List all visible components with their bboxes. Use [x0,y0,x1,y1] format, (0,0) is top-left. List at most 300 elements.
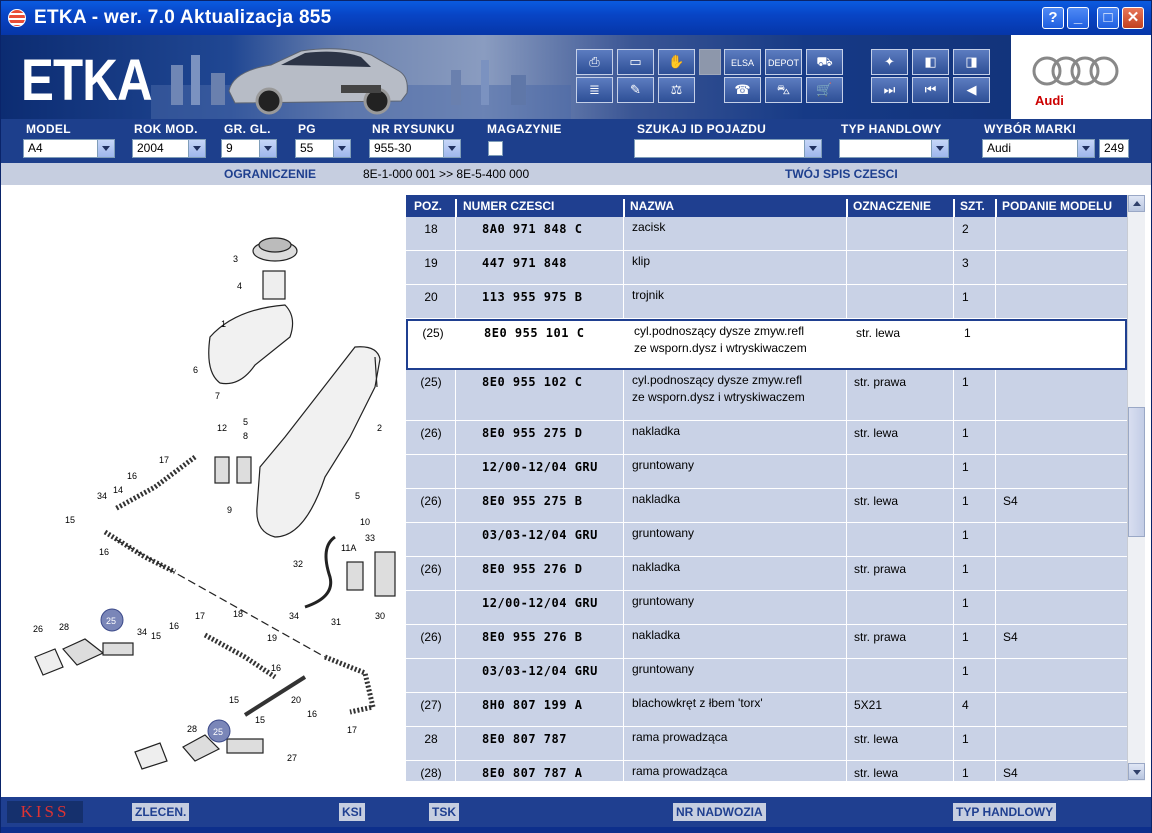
audi-logo [1011,35,1151,119]
column-divider [953,557,954,590]
diagram-label[interactable]: 34 [137,627,148,637]
cell-szt: 1 [964,326,971,340]
diagram-label[interactable]: 7 [215,391,221,401]
cell-name: nakladka [632,492,681,506]
page-forward-icon[interactable]: ◨ [953,49,990,75]
column-divider [455,591,456,624]
diagram-label[interactable]: 18 [233,609,244,619]
column-divider [623,285,624,318]
cell-num: 03/03-12/04 GRU [482,664,598,678]
column-divider [455,625,456,658]
column-divider [623,693,624,726]
column-divider [995,455,996,488]
column-divider [455,421,456,454]
table-row[interactable] [406,523,1127,557]
diagram-label[interactable]: 26 [33,624,44,634]
diagram-label[interactable]: 25 [213,727,224,737]
cell-ozn: str. lewa [854,732,899,746]
column-divider [846,659,847,692]
diagram-label[interactable]: 34 [289,611,300,621]
column-divider [455,285,456,318]
column-divider [995,251,996,284]
diagram-label[interactable]: 5 [243,417,249,427]
table-row[interactable] [406,727,1127,761]
back-icon[interactable]: ◀ [953,77,990,103]
cell-name: nakladka [632,560,681,574]
column-divider [953,659,954,692]
column-divider [953,421,954,454]
cell-num: 447 971 848 [482,256,567,270]
column-divider [455,370,456,420]
cell-szt: 1 [962,460,969,474]
scroll-up-icon[interactable] [1128,195,1145,212]
cell-num: 8E0 955 276 D [482,562,583,576]
column-divider [995,421,996,454]
chevron-down-icon[interactable] [931,140,948,157]
scroll-thumb[interactable] [1128,407,1145,537]
column-divider [846,557,847,590]
cell-num: 8A0 971 848 C [482,222,583,236]
scroll-down-icon[interactable] [1128,763,1145,780]
table-row[interactable] [406,370,1127,421]
column-divider [995,727,996,760]
column-divider [846,625,847,658]
diagram-label[interactable]: 16 [271,663,282,673]
typ-handlowy-label: TYP HANDLOWY [841,122,942,136]
tsk-button[interactable]: TSK [429,803,459,821]
column-divider [846,455,847,488]
diagram-label[interactable]: 31 [331,617,342,627]
cell-name: nakladka [632,424,681,438]
column-divider [846,693,847,726]
cell-szt: 3 [962,256,969,270]
cell-ozn: str. prawa [854,562,907,576]
column-divider [455,727,456,760]
col-poz[interactable]: POZ. [414,199,443,213]
cell-name: gruntowany [632,662,695,676]
column-divider [995,659,996,692]
cell-szt: 1 [962,630,969,644]
filter-bar [1,119,1151,163]
diagram-label[interactable]: 12 [217,423,228,433]
cell-szt: 1 [962,596,969,610]
cell-name: gruntowany [632,594,695,608]
column-divider [953,489,954,522]
model-label: MODEL [26,122,71,136]
diagram-label[interactable]: 17 [195,611,206,621]
table-row[interactable] [406,285,1127,319]
diagram-label[interactable]: 32 [293,559,304,569]
cell-poz: (26) [420,426,442,440]
diagram-label[interactable]: 17 [347,725,358,735]
rok-mod-value: 2004 [137,141,164,155]
diagram-label[interactable]: 2 [377,423,383,433]
diagram-label[interactable]: 4 [237,281,243,291]
cell-name: gruntowany [632,458,695,472]
maximize-button[interactable]: □ [1097,7,1119,29]
typ-handlowy-select[interactable] [839,139,949,158]
column-divider [455,251,456,284]
own-parts-list-link[interactable]: TWÓJ SPIS CZESCI [785,167,898,181]
cell-num: 8E0 807 787 [482,732,567,746]
col-podanie[interactable]: PODANIE MODELU [1002,199,1113,213]
restriction-value: 8E-1-000 001 >> 8E-5-400 000 [363,167,530,181]
cell-num: 8E0 955 275 B [482,494,583,508]
cell-pod: S4 [1003,494,1018,508]
cell-poz: (26) [420,630,442,644]
cell-ozn: 5X21 [854,698,883,712]
column-divider [995,761,996,781]
diagram-label[interactable]: 27 [287,753,298,763]
column-divider [455,761,456,781]
model-value: A4 [28,141,43,155]
column-divider [995,370,996,420]
cell-num: 8E0 955 101 C [484,326,585,340]
szukaj-id-select[interactable] [634,139,822,158]
cell-ozn: str. lewa [854,766,899,780]
nr-rysunku-value: 955-30 [374,141,412,155]
column-divider [953,370,954,420]
cell-num: 8E0 807 787 A [482,766,583,780]
depot-button[interactable] [765,49,802,75]
cell-szt: 1 [962,290,969,304]
cell-poz: (26) [420,562,442,576]
column-divider [623,251,624,284]
pencil-icon[interactable]: ✎ [617,77,654,103]
column-divider [846,489,847,522]
column-divider [995,217,996,250]
pg-label: PG [298,122,316,136]
cell-name: klip [632,254,651,268]
szukaj-id-label: SZUKAJ ID POJAZDU [637,122,767,136]
column-divider [846,523,847,556]
column-divider [846,421,847,454]
cell-name: rama prowadząca [632,764,728,778]
diagram-label[interactable]: 34 [97,491,108,501]
column-divider [457,321,458,368]
col-szt[interactable]: SZT. [960,199,985,213]
nr-nadwozia-button[interactable]: NR NADWOZIA [673,803,766,821]
cell-poz: 18 [424,222,438,236]
parts-table [406,195,1127,781]
cell-szt: 1 [962,766,969,780]
cart-icon[interactable]: ⛟ [806,49,843,75]
depot-label: DEPOT [767,58,799,68]
table-header [406,195,1127,217]
cell-poz: 28 [424,732,438,746]
cell-num: 12/00-12/04 GRU [482,460,598,474]
diagram-label[interactable]: 1 [221,319,227,329]
diagram-label[interactable]: 15 [229,695,240,705]
car-image [221,41,411,117]
restriction-label[interactable]: OGRANICZENIE [224,167,317,181]
column-divider [846,217,847,250]
column-divider [995,693,996,726]
cell-num: 113 955 975 B [482,290,583,304]
column-divider [846,251,847,284]
elsa-button[interactable] [724,49,761,75]
magazynie-checkbox[interactable] [488,141,503,156]
column-divider [953,523,954,556]
column-divider [846,285,847,318]
column-divider [995,523,996,556]
chevron-down-icon[interactable] [1077,140,1094,157]
banner [1,35,1151,119]
column-divider [995,591,996,624]
cell-poz: (28) [420,766,442,780]
cell-poz: 19 [424,256,438,270]
column-divider [623,557,624,590]
diagram-label[interactable]: 5 [355,491,361,501]
cell-name: cyl.podnoszący dysze zmyw.refl ze wsporn.dysz i wtryskiwaczem [632,373,805,404]
cell-num: 03/03-12/04 GRU [482,528,598,542]
title-bar [1,1,1151,35]
cell-ozn: str. prawa [854,630,907,644]
cell-szt: 2 [962,222,969,236]
cell-poz: (26) [420,494,442,508]
nr-rysunku-select[interactable] [369,139,461,158]
cell-szt: 4 [962,698,969,712]
parts-diagram[interactable] [5,187,405,783]
diagram-label[interactable]: 8 [243,431,249,441]
diagram-label[interactable]: 15 [255,715,266,725]
column-divider [623,659,624,692]
column-divider [623,625,624,658]
column-divider [995,489,996,522]
cell-name: cyl.podnoszący dysze zmyw.refl ze wsporn.dysz i wtryskiwaczem [634,324,807,355]
skip-end-icon[interactable]: ⏭ [871,77,908,103]
table-row[interactable] [406,659,1127,693]
blank-icon [699,49,721,75]
column-divider [623,591,624,624]
column-divider [623,370,624,420]
cell-szt: 1 [962,664,969,678]
brand-count: 249 [1099,139,1129,158]
column-divider [953,285,954,318]
col-numer[interactable]: NUMER CZESCI [463,199,555,213]
cell-name: trojnik [632,288,665,302]
cell-name: gruntowany [632,526,695,540]
model-select[interactable] [23,139,115,158]
column-divider [623,727,624,760]
phone-icon[interactable]: ☎ [724,77,761,103]
cell-poz: (25) [420,375,442,389]
table-row[interactable] [406,693,1127,727]
rok-mod-label: ROK MOD. [134,122,198,136]
diagram-label[interactable]: 20 [291,695,302,705]
diagram-label[interactable]: 16 [169,621,180,631]
pg-value: 55 [300,141,314,155]
rok-mod-select[interactable] [132,139,206,158]
column-divider [623,761,624,781]
typ-handlowy-button[interactable]: TYP HANDLOWY [953,803,1056,821]
cell-szt: 1 [962,732,969,746]
column-divider [455,693,456,726]
page-back-icon[interactable]: ◧ [912,49,949,75]
col-nazwa[interactable]: NAZWA [630,199,674,213]
screen-icon[interactable]: ▭ [617,49,654,75]
column-divider [623,421,624,454]
column-divider [623,489,624,522]
cell-poz: (25) [422,326,444,340]
column-divider [623,455,624,488]
chevron-down-icon[interactable] [259,140,276,157]
zlecen-button[interactable]: ZLECEN. [132,803,189,821]
diagram-label[interactable]: 3 [233,254,239,264]
cell-ozn: str. lewa [856,326,901,340]
cell-name: blachowkręt z łbem 'torx' [632,696,763,710]
restriction-bar [1,163,1151,185]
cell-num: 12/00-12/04 GRU [482,596,598,610]
close-button[interactable]: ✕ [1122,7,1144,29]
cell-pod: S4 [1003,630,1018,644]
cell-poz: 20 [424,290,438,304]
skip-start-icon[interactable]: ⏮ [912,77,949,103]
table-row[interactable] [406,217,1127,251]
app-icon[interactable] [8,9,26,27]
table-row[interactable] [406,591,1127,625]
chevron-down-icon[interactable] [333,140,350,157]
diagram-label[interactable]: 11A [341,543,357,553]
table-row[interactable] [406,251,1127,285]
chevron-down-icon[interactable] [97,140,114,157]
wybor-marki-label: WYBÓR MARKI [984,122,1076,136]
gr-gl-label: GR. GL. [224,122,271,136]
minimize-button[interactable]: _ [1067,7,1089,29]
table-scrollbar[interactable] [1127,195,1145,781]
diagram-label[interactable]: 28 [59,622,70,632]
magazynie-label: MAGAZYNIE [487,122,562,136]
diagram-label[interactable]: 19 [267,633,278,643]
pin-icon[interactable]: ✦ [871,49,908,75]
column-divider [846,727,847,760]
cell-szt: 1 [962,562,969,576]
column-divider [455,489,456,522]
column-divider [846,761,847,781]
cell-ozn: str. prawa [854,375,907,389]
cell-pod: S4 [1003,766,1018,780]
column-divider [623,523,624,556]
column-divider [455,659,456,692]
column-divider [995,625,996,658]
column-divider [953,217,954,250]
handshake-icon[interactable]: ✋ [658,49,695,75]
table-row[interactable] [406,421,1127,455]
cell-name: zacisk [632,220,666,234]
gr-gl-value: 9 [226,141,233,155]
cell-szt: 1 [962,375,969,389]
chevron-down-icon[interactable] [443,140,460,157]
column-divider [846,591,847,624]
diagram-label[interactable]: 16 [307,709,318,719]
table-row[interactable] [406,557,1127,591]
diagram-label[interactable]: 15 [65,515,76,525]
column-divider [455,217,456,250]
diagram-label[interactable]: 15 [151,631,162,641]
cell-num: 8E0 955 275 D [482,426,583,440]
gr-gl-select[interactable] [221,139,277,158]
table-row[interactable] [406,455,1127,489]
diagram-label[interactable]: 10 [360,517,371,527]
wybor-marki-select[interactable] [982,139,1095,158]
print-icon[interactable]: ⎙ [576,49,613,75]
cell-num: 8H0 807 199 A [482,698,583,712]
column-divider [848,321,849,368]
column-divider [953,251,954,284]
audi-brand-text: Audi [1035,93,1064,108]
column-divider [846,370,847,420]
chevron-down-icon[interactable] [188,140,205,157]
cell-szt: 1 [962,528,969,542]
ksi-button[interactable]: KSI [339,803,365,821]
bottom-border [1,827,1151,833]
elsa-label: ELSA [730,58,754,68]
col-oznaczenie[interactable]: OZNACZENIE [853,199,931,213]
table-row[interactable] [406,625,1127,659]
help-button[interactable]: ? [1042,7,1064,29]
diagram-label[interactable]: 16 [127,471,138,481]
cell-name: nakladka [632,628,681,642]
scale-icon[interactable]: ⚖ [658,77,695,103]
cell-ozn: str. lewa [854,426,899,440]
cell-num: 8E0 955 102 C [482,375,583,389]
cell-name: rama prowadząca [632,730,728,744]
chevron-down-icon[interactable] [804,140,821,157]
wybor-marki-value: Audi [987,141,1012,155]
diagram-label[interactable]: 6 [193,365,199,375]
pg-select[interactable] [295,139,351,158]
list-icon[interactable]: ≣ [576,77,613,103]
etka-logo: ETKA [21,48,152,113]
cell-num: 8E0 955 276 B [482,630,583,644]
diagram-label[interactable]: 14 [113,485,124,495]
table-row[interactable] [406,319,1127,370]
diagram-label[interactable]: 30 [375,611,386,621]
diagram-label[interactable]: 28 [187,724,198,734]
diagram-label[interactable]: 33 [365,533,376,543]
table-row[interactable] [406,489,1127,523]
status-bar [1,797,1151,827]
column-divider [953,727,954,760]
column-divider [455,557,456,590]
column-divider [995,557,996,590]
column-divider [953,455,954,488]
column-divider [953,625,954,658]
diagram-label[interactable]: 17 [159,455,170,465]
column-divider [455,455,456,488]
column-divider [997,321,998,368]
car-search-icon[interactable]: ⛍ [765,77,802,103]
cell-szt: 1 [962,494,969,508]
cell-ozn: str. lewa [854,494,899,508]
cell-poz: (27) [420,698,442,712]
column-divider [455,523,456,556]
nr-rysunku-label: NR RYSUNKU [372,122,455,136]
diagram-label[interactable]: 25 [106,616,117,626]
column-divider [995,285,996,318]
table-row[interactable] [406,761,1127,781]
column-divider [625,321,626,368]
window-title: ETKA - wer. 7.0 Aktualizacja 855 [34,7,332,28]
audi-rings-icon [1031,55,1121,87]
column-divider [955,321,956,368]
column-divider [953,591,954,624]
kiss-button[interactable]: KISS [7,801,83,823]
basket-icon[interactable]: 🛒 [806,77,843,103]
cell-szt: 1 [962,426,969,440]
diagram-label[interactable]: 16 [99,547,110,557]
diagram-label[interactable]: 9 [227,505,233,515]
